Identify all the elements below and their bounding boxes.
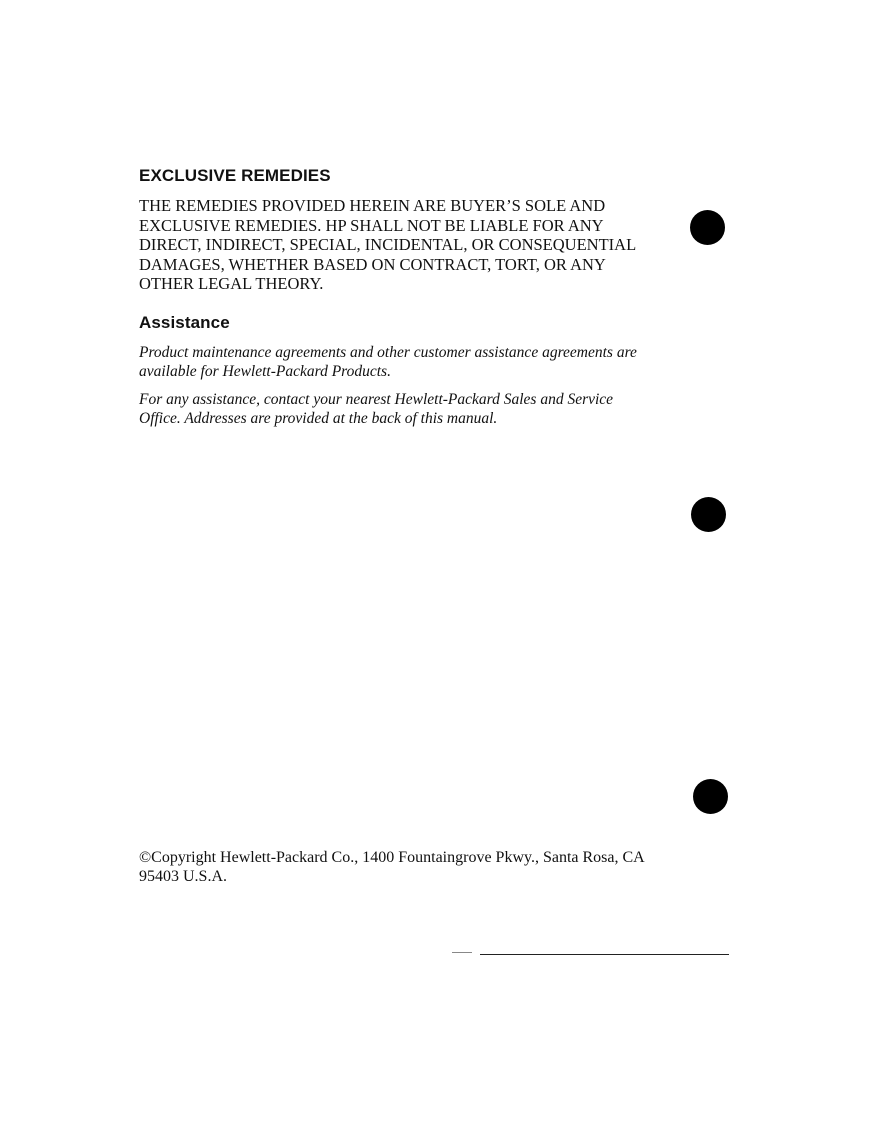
exclusive-remedies-text <box>139 196 699 294</box>
bottom-rule-divider <box>480 954 729 955</box>
remedies-line: EXCLUSIVE REMEDIES. HP SHALL NOT BE LIABLE FOR ANY <box>139 215 604 235</box>
exclusive-remedies-heading: EXCLUSIVE REMEDIES <box>139 166 331 185</box>
paragraph-line: For any assistance, contact your nearest Hewlett-Packard Sales and Service <box>139 391 614 408</box>
remedies-line: THE REMEDIES PROVIDED HEREIN ARE BUYER’S SOLE AND <box>139 196 606 215</box>
contact-office-paragraph <box>139 390 699 428</box>
copyright-line: 95403 U.S.A. <box>139 868 228 885</box>
copyright-notice <box>139 848 719 886</box>
paragraph-line: Office. Addresses are provided at the back of this manual. <box>139 410 498 427</box>
remedies-line: DAMAGES, WHETHER BASED ON CONTRACT, TORT, OR ANY <box>139 254 606 274</box>
paragraph-line: available for Hewlett-Packard Products. <box>139 363 391 380</box>
binder-punch-hole <box>691 497 726 532</box>
binder-punch-hole <box>693 779 728 814</box>
assistance-heading: Assistance <box>139 313 230 332</box>
binder-punch-hole <box>690 210 725 245</box>
remedies-line: DIRECT, INDIRECT, SPECIAL, INCIDENTAL, OR CONSEQUENTIAL <box>139 235 637 254</box>
maintenance-agreements-paragraph <box>139 343 699 381</box>
paragraph-line: Product maintenance agreements and other customer assistance agreements are <box>139 344 637 361</box>
faint-rule-mark <box>452 952 472 953</box>
remedies-line: OTHER LEGAL THEORY. <box>139 274 324 293</box>
copyright-line: ©Copyright Hewlett-Packard Co., 1400 Fountaingrove Pkwy., Santa Rosa, CA <box>139 849 645 866</box>
